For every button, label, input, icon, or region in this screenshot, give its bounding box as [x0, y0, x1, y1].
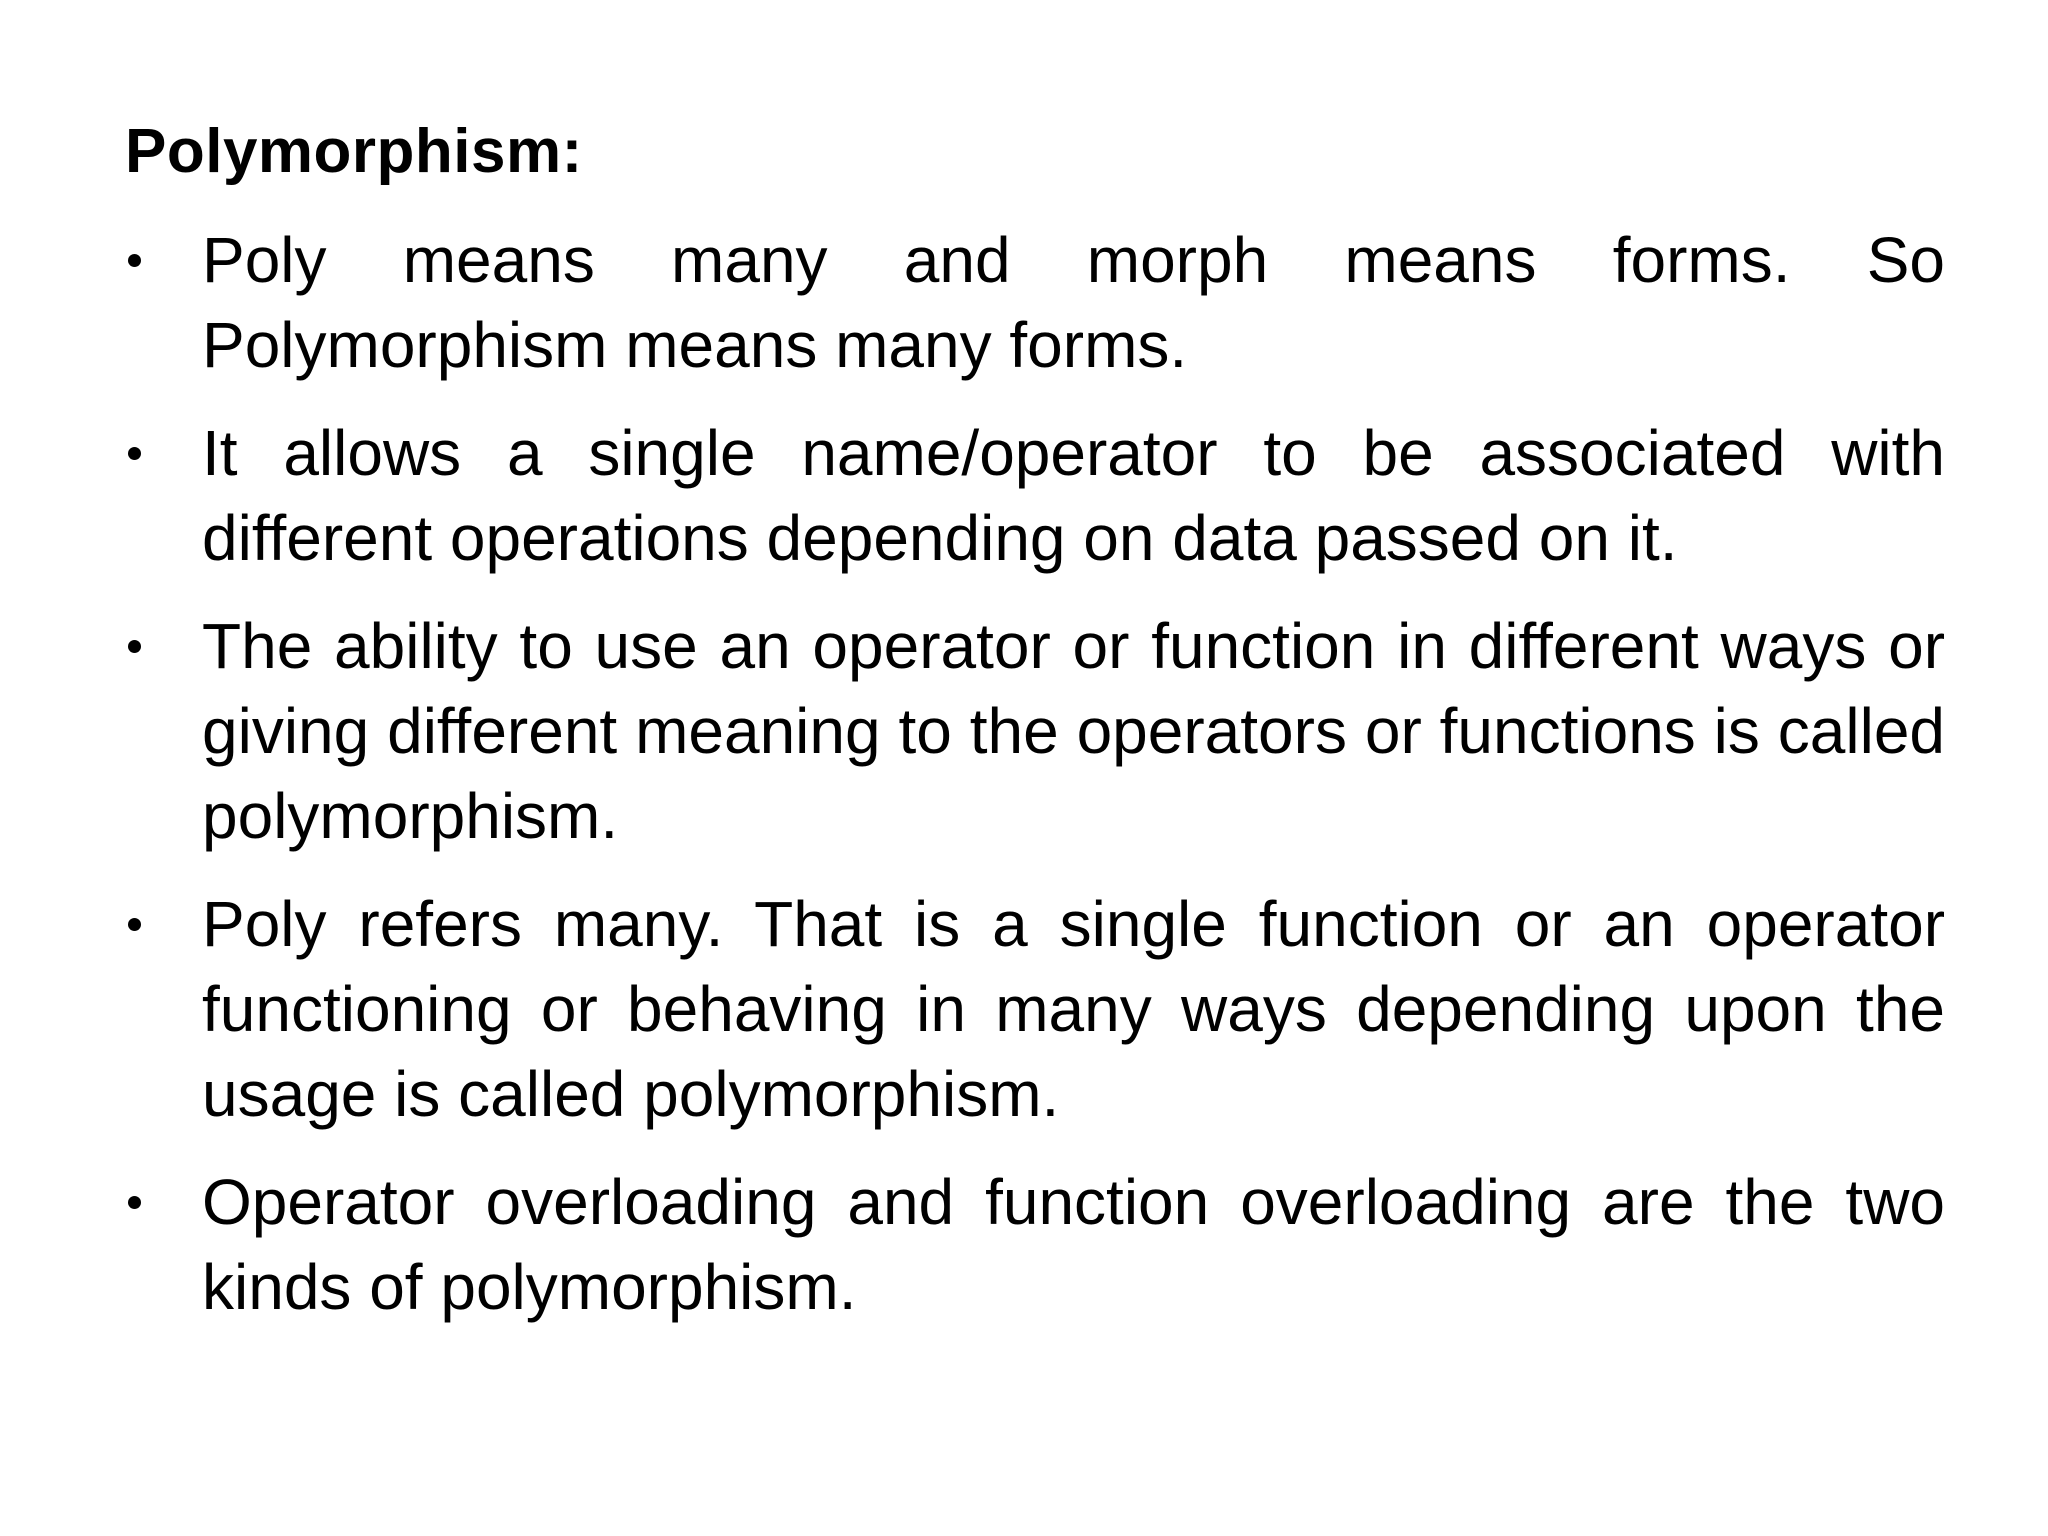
bullet-list: [125, 218, 1945, 1353]
bullet-text: Poly means many and morph means forms. So Polymorphism means many forms.: [202, 224, 1945, 381]
bullet-dot-icon: [128, 640, 141, 653]
bullet-text: Poly refers many. That is a single function or an operator functioning or behaving in many ways depending upon the usage is called polymorphism.: [202, 888, 1945, 1130]
bullet-item: [125, 1160, 1945, 1330]
bullet-item: [125, 882, 1945, 1137]
bullet-dot-icon: [128, 1196, 141, 1209]
bullet-dot-icon: [128, 447, 141, 460]
bullet-dot-icon: [128, 254, 141, 267]
bullet-item: [125, 411, 1945, 581]
bullet-text: It allows a single name/operator to be associated with different operations depending on data passed on it.: [202, 417, 1945, 574]
slide-title: Polymorphism:: [125, 117, 583, 186]
bullet-dot-icon: [128, 918, 141, 931]
bullet-item: [125, 218, 1945, 388]
bullet-text: The ability to use an operator or function in different ways or giving different meaning to the operators or functions is called polymorphism.: [202, 610, 1945, 852]
bullet-item: [125, 604, 1945, 859]
bullet-text: Operator overloading and function overloading are the two kinds of polymorphism.: [202, 1166, 1945, 1323]
